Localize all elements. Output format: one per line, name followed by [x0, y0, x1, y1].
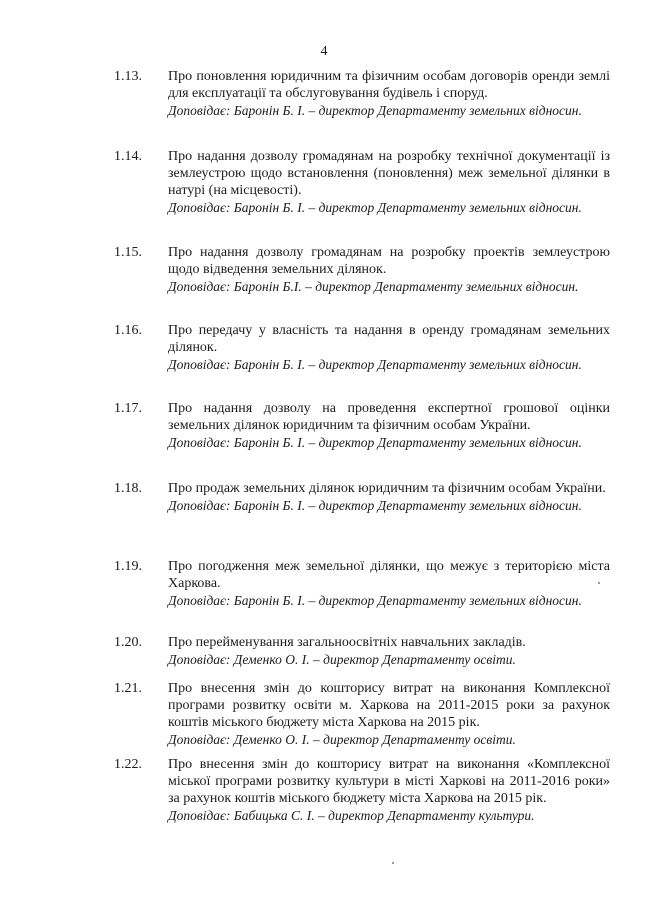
- item-speaker: Доповідає: Деменко О. І. – директор Департаменту освіти.: [168, 732, 516, 747]
- item-speaker: Доповідає: Бабицька С. І. – директор Департаменту культури.: [168, 808, 535, 823]
- item-number: 1.20.: [114, 635, 142, 650]
- item-speaker: Доповідає: Баронін Б. І. – директор Департаменту земельних відносин.: [168, 435, 582, 450]
- item-title: Про надання дозволу на проведення експертної грошової оцінки земельних ділянок юридичним та фізичним особам України.: [168, 401, 610, 433]
- item-speaker: Доповідає: Баронін Б. І. – директор Департаменту земельних відносин.: [168, 498, 582, 513]
- item-title: Про продаж земельних ділянок юридичним та фізичним особам України.: [168, 481, 606, 496]
- item-number: 1.14.: [114, 149, 142, 164]
- item-title: Про поновлення юридичним та фізичним особам договорів оренди землі для експлуатації та обслуговування будівель і споруд.: [168, 69, 610, 101]
- scan-speck: [392, 862, 394, 864]
- item-number: 1.16.: [114, 323, 142, 338]
- item-title: Про надання дозволу громадянам на розробку проектів землеустрою щодо відведення земельних ділянок.: [168, 245, 610, 277]
- item-number: 1.17.: [114, 401, 142, 416]
- item-speaker: Доповідає: Деменко О. І. – директор Департаменту освіти.: [168, 652, 516, 667]
- item-number: 1.15.: [114, 245, 142, 260]
- item-speaker: Доповідає: Баронін Б. І. – директор Департаменту земельних відносин.: [168, 593, 582, 608]
- item-speaker: Доповідає: Баронін Б. І. – директор Департаменту земельних відносин.: [168, 103, 582, 118]
- item-title: Про внесення змін до кошторису витрат на виконання Комплексної програми розвитку освіти м. Харкова на 2011-2015 роки за рахунок коштів міського бюджету міста Харкова на 2015 рік.: [168, 681, 610, 730]
- item-number: 1.22.: [114, 757, 142, 772]
- scan-speck: [598, 582, 600, 584]
- item-title: Про надання дозволу громадянам на розробку технічної документації із землеустрою щодо встановлення (поновлення) меж земельної ділянки в натурі (на місцевості).: [168, 149, 610, 198]
- item-speaker: Доповідає: Баронін Б.І. – директор Департаменту земельних відносин.: [168, 279, 579, 294]
- item-number: 1.18.: [114, 481, 142, 496]
- item-title: Про передачу у власність та надання в оренду громадянам земельних ділянок.: [168, 323, 610, 355]
- item-number: 1.21.: [114, 681, 142, 696]
- item-title: Про погодження меж земельної ділянки, що межує з територією міста Харкова.: [168, 559, 610, 591]
- item-number: 1.13.: [114, 69, 142, 84]
- item-title: Про перейменування загальноосвітніх навчальних закладів.: [168, 635, 526, 650]
- item-title: Про внесення змін до кошторису витрат на виконання «Комплексної міської програми розвитку культури в місті Харкові на 2011-2016 роки» за рахунок коштів міського бюджету міста Харкова на 2015 рік.: [168, 757, 610, 806]
- item-number: 1.19.: [114, 559, 142, 574]
- item-speaker: Доповідає: Баронін Б. І. – директор Департаменту земельних відносин.: [168, 357, 582, 372]
- item-speaker: Доповідає: Баронін Б. І. – директор Департаменту земельних відносин.: [168, 200, 582, 215]
- page-number: 4: [320, 44, 328, 59]
